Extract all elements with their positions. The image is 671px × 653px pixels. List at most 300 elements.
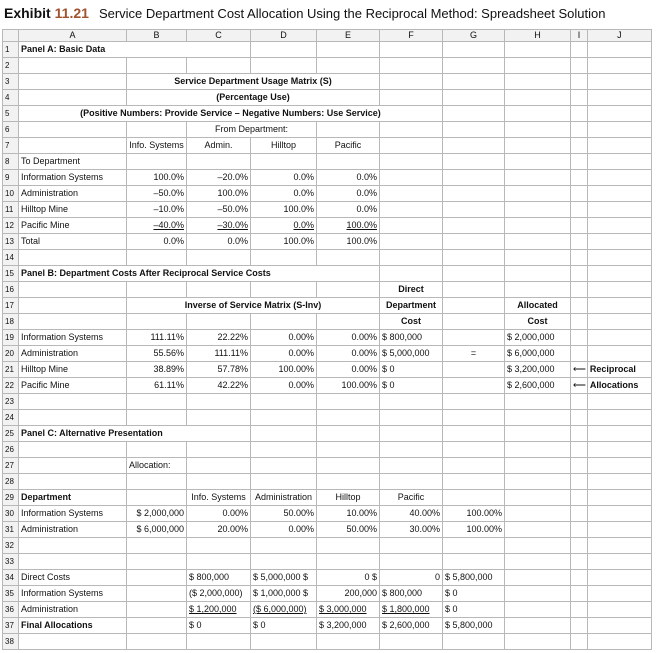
sheet-cell[interactable]: Panel A: Basic Data [19, 42, 251, 58]
sheet-cell[interactable] [380, 458, 443, 474]
sheet-cell[interactable]: $ 5,000,000 [380, 346, 443, 362]
sheet-cell[interactable] [587, 250, 651, 266]
sheet-cell[interactable] [19, 474, 127, 490]
sheet-cell[interactable] [19, 138, 127, 154]
sheet-cell[interactable] [127, 394, 187, 410]
sheet-cell[interactable] [571, 282, 588, 298]
sheet-cell[interactable] [587, 218, 651, 234]
column-header[interactable]: I [571, 30, 588, 42]
sheet-cell[interactable] [19, 74, 127, 90]
sheet-cell[interactable]: Information Systems [19, 330, 127, 346]
row-number[interactable]: 26 [3, 442, 19, 458]
row-number[interactable]: 36 [3, 602, 19, 618]
sheet-cell[interactable] [19, 394, 127, 410]
sheet-cell[interactable]: 100.00% [317, 378, 380, 394]
sheet-cell[interactable]: 100.0% [251, 234, 317, 250]
sheet-cell[interactable]: $ 800,000 [380, 330, 443, 346]
sheet-cell[interactable]: $ 5,000,000 $ [251, 570, 317, 586]
sheet-cell[interactable] [443, 282, 505, 298]
sheet-cell[interactable] [127, 602, 187, 618]
sheet-cell[interactable] [587, 186, 651, 202]
sheet-cell[interactable] [505, 474, 571, 490]
sheet-cell[interactable]: 0.00% [317, 330, 380, 346]
sheet-cell[interactable]: 0 $ [317, 570, 380, 586]
sheet-cell[interactable]: Admin. [187, 138, 251, 154]
sheet-cell[interactable]: $ 0 [443, 586, 505, 602]
sheet-cell[interactable] [443, 106, 505, 122]
sheet-cell[interactable] [251, 442, 317, 458]
sheet-cell[interactable]: Panel B: Department Costs After Reciprocal Service Costs [19, 266, 380, 282]
sheet-cell[interactable] [317, 442, 380, 458]
sheet-cell[interactable] [505, 250, 571, 266]
sheet-cell[interactable]: 0.0% [317, 170, 380, 186]
sheet-cell[interactable]: From Department: [187, 122, 317, 138]
row-number[interactable]: 10 [3, 186, 19, 202]
row-number[interactable]: 1 [3, 42, 19, 58]
sheet-cell[interactable] [505, 74, 571, 90]
sheet-cell[interactable] [505, 538, 571, 554]
sheet-cell[interactable] [19, 442, 127, 458]
sheet-cell[interactable]: Allocated [505, 298, 571, 314]
sheet-cell[interactable] [571, 634, 588, 650]
row-number[interactable]: 12 [3, 218, 19, 234]
sheet-cell[interactable] [587, 122, 651, 138]
sheet-cell[interactable]: $ 2,000,000 [127, 506, 187, 522]
sheet-cell[interactable] [587, 58, 651, 74]
sheet-cell[interactable]: = [443, 346, 505, 362]
sheet-cell[interactable]: Administration [19, 346, 127, 362]
sheet-cell[interactable] [505, 522, 571, 538]
sheet-cell[interactable] [19, 298, 127, 314]
sheet-cell[interactable] [251, 554, 317, 570]
sheet-cell[interactable]: $ 1,200,000 [187, 602, 251, 618]
sheet-cell[interactable] [127, 250, 187, 266]
sheet-cell[interactable]: 0 [380, 570, 443, 586]
sheet-cell[interactable] [187, 554, 251, 570]
sheet-cell[interactable] [127, 122, 187, 138]
sheet-cell[interactable]: 38.89% [127, 362, 187, 378]
sheet-cell[interactable] [587, 586, 651, 602]
sheet-cell[interactable]: 55.56% [127, 346, 187, 362]
sheet-cell[interactable] [571, 138, 588, 154]
sheet-cell[interactable] [443, 458, 505, 474]
sheet-cell[interactable] [443, 362, 505, 378]
sheet-cell[interactable] [251, 282, 317, 298]
sheet-cell[interactable] [380, 538, 443, 554]
sheet-cell[interactable]: $ 1,000,000 $ [251, 586, 317, 602]
sheet-cell[interactable] [443, 538, 505, 554]
sheet-cell[interactable] [19, 458, 127, 474]
sheet-cell[interactable] [443, 634, 505, 650]
sheet-cell[interactable]: Hilltop Mine [19, 202, 127, 218]
sheet-cell[interactable] [127, 554, 187, 570]
row-number[interactable]: 29 [3, 490, 19, 506]
sheet-cell[interactable] [187, 634, 251, 650]
sheet-cell[interactable] [587, 506, 651, 522]
sheet-cell[interactable] [571, 90, 588, 106]
sheet-cell[interactable] [127, 154, 187, 170]
sheet-cell[interactable] [571, 234, 588, 250]
sheet-cell[interactable] [380, 266, 443, 282]
sheet-cell[interactable] [251, 458, 317, 474]
sheet-cell[interactable]: $ 2,600,000 [505, 378, 571, 394]
sheet-cell[interactable]: 100.0% [187, 186, 251, 202]
sheet-cell[interactable]: $ 0 [443, 602, 505, 618]
sheet-cell[interactable] [587, 394, 651, 410]
sheet-cell[interactable] [251, 42, 317, 58]
sheet-cell[interactable] [19, 314, 127, 330]
sheet-cell[interactable] [571, 122, 588, 138]
sheet-cell[interactable] [443, 378, 505, 394]
sheet-cell[interactable] [587, 538, 651, 554]
sheet-cell[interactable] [571, 506, 588, 522]
sheet-cell[interactable] [443, 250, 505, 266]
sheet-cell[interactable] [187, 394, 251, 410]
sheet-cell[interactable] [571, 522, 588, 538]
sheet-cell[interactable]: ⟵ [571, 362, 588, 378]
sheet-cell[interactable]: 20.00% [187, 522, 251, 538]
sheet-cell[interactable]: Information Systems [19, 506, 127, 522]
sheet-cell[interactable] [571, 74, 588, 90]
sheet-cell[interactable] [380, 58, 443, 74]
sheet-cell[interactable]: Pacific Mine [19, 378, 127, 394]
sheet-cell[interactable] [505, 266, 571, 282]
row-number[interactable]: 2 [3, 58, 19, 74]
sheet-cell[interactable] [317, 394, 380, 410]
sheet-cell[interactable]: Information Systems [19, 586, 127, 602]
sheet-cell[interactable] [587, 138, 651, 154]
sheet-cell[interactable]: 111.11% [127, 330, 187, 346]
sheet-cell[interactable]: Inverse of Service Matrix (S-Inv) [127, 298, 380, 314]
sheet-cell[interactable]: 100.0% [317, 218, 380, 234]
sheet-cell[interactable] [251, 474, 317, 490]
sheet-cell[interactable] [443, 154, 505, 170]
sheet-cell[interactable]: 22.22% [187, 330, 251, 346]
sheet-cell[interactable] [571, 314, 588, 330]
row-number[interactable]: 38 [3, 634, 19, 650]
sheet-cell[interactable] [571, 186, 588, 202]
row-number[interactable]: 30 [3, 506, 19, 522]
sheet-cell[interactable] [505, 154, 571, 170]
sheet-cell[interactable] [443, 554, 505, 570]
sheet-cell[interactable] [380, 170, 443, 186]
row-number[interactable]: 21 [3, 362, 19, 378]
sheet-cell[interactable] [187, 314, 251, 330]
sheet-cell[interactable]: 200,000 [317, 586, 380, 602]
sheet-cell[interactable] [587, 298, 651, 314]
column-header[interactable]: D [251, 30, 317, 42]
sheet-cell[interactable] [380, 442, 443, 458]
sheet-cell[interactable] [571, 458, 588, 474]
sheet-cell[interactable] [587, 90, 651, 106]
sheet-cell[interactable]: 100.0% [127, 170, 187, 186]
sheet-cell[interactable] [380, 474, 443, 490]
sheet-cell[interactable] [380, 426, 443, 442]
sheet-cell[interactable]: Cost [380, 314, 443, 330]
sheet-cell[interactable] [587, 458, 651, 474]
sheet-cell[interactable]: 111.11% [187, 346, 251, 362]
sheet-cell[interactable] [317, 314, 380, 330]
sheet-cell[interactable]: 0.00% [317, 362, 380, 378]
sheet-cell[interactable]: $ 800,000 [187, 570, 251, 586]
sheet-cell[interactable]: $ 2,600,000 [380, 618, 443, 634]
sheet-cell[interactable] [505, 426, 571, 442]
sheet-cell[interactable] [587, 442, 651, 458]
sheet-cell[interactable] [505, 394, 571, 410]
sheet-cell[interactable]: 100.00% [251, 362, 317, 378]
sheet-cell[interactable] [187, 538, 251, 554]
row-number[interactable]: 31 [3, 522, 19, 538]
sheet-cell[interactable] [187, 58, 251, 74]
sheet-cell[interactable]: $ 6,000,000 [505, 346, 571, 362]
sheet-cell[interactable] [443, 298, 505, 314]
sheet-cell[interactable] [443, 90, 505, 106]
sheet-cell[interactable] [251, 314, 317, 330]
sheet-cell[interactable] [505, 170, 571, 186]
column-header[interactable]: G [443, 30, 505, 42]
sheet-cell[interactable]: (Positive Numbers: Provide Service – Negative Numbers: Use Service) [19, 106, 443, 122]
sheet-cell[interactable] [571, 570, 588, 586]
sheet-cell[interactable] [19, 554, 127, 570]
sheet-cell[interactable] [443, 442, 505, 458]
row-number[interactable]: 35 [3, 586, 19, 602]
sheet-cell[interactable] [317, 538, 380, 554]
sheet-cell[interactable] [505, 602, 571, 618]
row-number[interactable]: 5 [3, 106, 19, 122]
sheet-cell[interactable] [571, 538, 588, 554]
sheet-cell[interactable]: 0.00% [251, 330, 317, 346]
row-number[interactable]: 4 [3, 90, 19, 106]
sheet-cell[interactable] [587, 330, 651, 346]
sheet-cell[interactable]: Allocation: [127, 458, 187, 474]
sheet-cell[interactable] [127, 442, 187, 458]
sheet-cell[interactable]: Panel C: Alternative Presentation [19, 426, 251, 442]
column-header[interactable]: F [380, 30, 443, 42]
sheet-cell[interactable] [587, 42, 651, 58]
sheet-cell[interactable]: 100.0% [251, 202, 317, 218]
row-number[interactable]: 6 [3, 122, 19, 138]
sheet-cell[interactable] [587, 410, 651, 426]
sheet-cell[interactable]: ⟵ [571, 378, 588, 394]
sheet-cell[interactable]: Final Allocations [19, 618, 127, 634]
column-header[interactable]: J [587, 30, 651, 42]
sheet-cell[interactable] [571, 266, 588, 282]
sheet-cell[interactable]: $ 800,000 [380, 586, 443, 602]
sheet-cell[interactable] [505, 58, 571, 74]
sheet-cell[interactable] [587, 170, 651, 186]
sheet-cell[interactable]: $ 2,000,000 [505, 330, 571, 346]
sheet-cell[interactable]: 0.00% [317, 346, 380, 362]
sheet-cell[interactable] [505, 618, 571, 634]
sheet-cell[interactable] [443, 474, 505, 490]
sheet-cell[interactable]: –30.0% [187, 218, 251, 234]
sheet-cell[interactable] [571, 330, 588, 346]
sheet-cell[interactable] [587, 282, 651, 298]
sheet-cell[interactable]: $ 5,800,000 [443, 618, 505, 634]
sheet-cell[interactable] [19, 122, 127, 138]
sheet-cell[interactable] [571, 58, 588, 74]
sheet-cell[interactable] [571, 426, 588, 442]
sheet-cell[interactable]: 100.00% [443, 522, 505, 538]
sheet-cell[interactable]: 10.00% [317, 506, 380, 522]
sheet-cell[interactable] [317, 42, 380, 58]
sheet-cell[interactable]: 40.00% [380, 506, 443, 522]
sheet-cell[interactable] [251, 410, 317, 426]
sheet-cell[interactable] [571, 154, 588, 170]
sheet-cell[interactable]: –10.0% [127, 202, 187, 218]
sheet-cell[interactable] [571, 202, 588, 218]
row-number[interactable]: 3 [3, 74, 19, 90]
sheet-cell[interactable] [251, 634, 317, 650]
sheet-cell[interactable] [443, 426, 505, 442]
sheet-cell[interactable] [505, 122, 571, 138]
sheet-cell[interactable] [505, 202, 571, 218]
sheet-cell[interactable] [380, 634, 443, 650]
sheet-cell[interactable] [380, 138, 443, 154]
sheet-cell[interactable]: $ 1,800,000 [380, 602, 443, 618]
sheet-cell[interactable] [505, 634, 571, 650]
row-number[interactable]: 8 [3, 154, 19, 170]
sheet-cell[interactable] [380, 218, 443, 234]
sheet-cell[interactable] [380, 202, 443, 218]
sheet-cell[interactable]: Information Systems [19, 170, 127, 186]
sheet-cell[interactable] [587, 202, 651, 218]
sheet-cell[interactable]: 0.0% [187, 234, 251, 250]
sheet-cell[interactable] [587, 554, 651, 570]
sheet-cell[interactable] [127, 314, 187, 330]
row-number[interactable]: 32 [3, 538, 19, 554]
sheet-cell[interactable]: $ 0 [380, 362, 443, 378]
sheet-cell[interactable] [380, 122, 443, 138]
sheet-cell[interactable] [443, 314, 505, 330]
sheet-cell[interactable] [587, 474, 651, 490]
row-number[interactable]: 33 [3, 554, 19, 570]
row-number[interactable]: 11 [3, 202, 19, 218]
sheet-cell[interactable]: 57.78% [187, 362, 251, 378]
sheet-cell[interactable]: $ 3,200,000 [505, 362, 571, 378]
sheet-cell[interactable]: Administration [19, 522, 127, 538]
sheet-cell[interactable] [317, 282, 380, 298]
sheet-cell[interactable] [127, 58, 187, 74]
row-number[interactable]: 34 [3, 570, 19, 586]
sheet-cell[interactable]: 0.00% [251, 378, 317, 394]
row-number[interactable]: 22 [3, 378, 19, 394]
sheet-cell[interactable] [443, 186, 505, 202]
sheet-cell[interactable]: $ 3,200,000 [317, 618, 380, 634]
sheet-cell[interactable]: –40.0% [127, 218, 187, 234]
sheet-cell[interactable]: Pacific [380, 490, 443, 506]
sheet-cell[interactable]: 61.11% [127, 378, 187, 394]
sheet-cell[interactable] [251, 394, 317, 410]
sheet-cell[interactable]: 50.00% [317, 522, 380, 538]
sheet-cell[interactable] [587, 234, 651, 250]
row-number[interactable]: 19 [3, 330, 19, 346]
sheet-cell[interactable]: Direct Costs [19, 570, 127, 586]
sheet-cell[interactable] [505, 554, 571, 570]
sheet-cell[interactable] [571, 394, 588, 410]
sheet-cell[interactable]: Total [19, 234, 127, 250]
sheet-cell[interactable] [187, 250, 251, 266]
sheet-cell[interactable] [571, 170, 588, 186]
sheet-cell[interactable] [505, 586, 571, 602]
sheet-cell[interactable] [587, 74, 651, 90]
sheet-cell[interactable] [19, 538, 127, 554]
sheet-cell[interactable] [127, 538, 187, 554]
sheet-cell[interactable] [571, 346, 588, 362]
sheet-cell[interactable] [317, 474, 380, 490]
sheet-cell[interactable]: $ 0 [380, 378, 443, 394]
sheet-cell[interactable] [571, 474, 588, 490]
sheet-cell[interactable] [317, 458, 380, 474]
sheet-cell[interactable] [571, 442, 588, 458]
sheet-cell[interactable] [505, 138, 571, 154]
sheet-cell[interactable] [571, 298, 588, 314]
sheet-cell[interactable] [380, 250, 443, 266]
row-number[interactable]: 28 [3, 474, 19, 490]
sheet-cell[interactable] [571, 250, 588, 266]
sheet-cell[interactable] [587, 314, 651, 330]
sheet-cell[interactable]: Hilltop [317, 490, 380, 506]
sheet-cell[interactable] [443, 490, 505, 506]
sheet-cell[interactable] [317, 410, 380, 426]
sheet-cell[interactable] [19, 250, 127, 266]
column-header[interactable]: E [317, 30, 380, 42]
sheet-cell[interactable] [251, 250, 317, 266]
sheet-cell[interactable] [505, 490, 571, 506]
sheet-cell[interactable]: 0.00% [251, 522, 317, 538]
sheet-cell[interactable] [127, 474, 187, 490]
sheet-cell[interactable] [571, 106, 588, 122]
row-number[interactable]: 16 [3, 282, 19, 298]
row-number[interactable]: 7 [3, 138, 19, 154]
sheet-cell[interactable]: ($ 2,000,000) [187, 586, 251, 602]
sheet-cell[interactable] [587, 154, 651, 170]
sheet-cell[interactable] [443, 410, 505, 426]
sheet-cell[interactable] [251, 538, 317, 554]
sheet-cell[interactable] [505, 506, 571, 522]
sheet-cell[interactable]: 100.00% [443, 506, 505, 522]
sheet-cell[interactable] [587, 634, 651, 650]
sheet-cell[interactable] [380, 154, 443, 170]
sheet-cell[interactable]: 0.0% [251, 170, 317, 186]
sheet-cell[interactable] [127, 570, 187, 586]
sheet-cell[interactable] [587, 346, 651, 362]
sheet-cell[interactable] [571, 618, 588, 634]
sheet-cell[interactable]: Cost [505, 314, 571, 330]
sheet-cell[interactable] [19, 410, 127, 426]
row-number[interactable]: 37 [3, 618, 19, 634]
sheet-cell[interactable] [505, 106, 571, 122]
sheet-cell[interactable]: 0.00% [187, 506, 251, 522]
sheet-cell[interactable] [127, 618, 187, 634]
sheet-cell[interactable] [505, 90, 571, 106]
sheet-cell[interactable] [127, 490, 187, 506]
sheet-cell[interactable] [443, 218, 505, 234]
sheet-cell[interactable]: 100.0% [317, 234, 380, 250]
sheet-cell[interactable] [505, 282, 571, 298]
sheet-cell[interactable] [587, 426, 651, 442]
sheet-cell[interactable] [443, 42, 505, 58]
sheet-cell[interactable] [587, 618, 651, 634]
row-number[interactable]: 9 [3, 170, 19, 186]
sheet-cell[interactable] [571, 602, 588, 618]
sheet-cell[interactable] [505, 186, 571, 202]
sheet-cell[interactable] [380, 186, 443, 202]
select-all-corner[interactable] [3, 30, 19, 42]
sheet-cell[interactable]: ($ 6,000,000) [251, 602, 317, 618]
sheet-cell[interactable] [317, 154, 380, 170]
row-number[interactable]: 13 [3, 234, 19, 250]
